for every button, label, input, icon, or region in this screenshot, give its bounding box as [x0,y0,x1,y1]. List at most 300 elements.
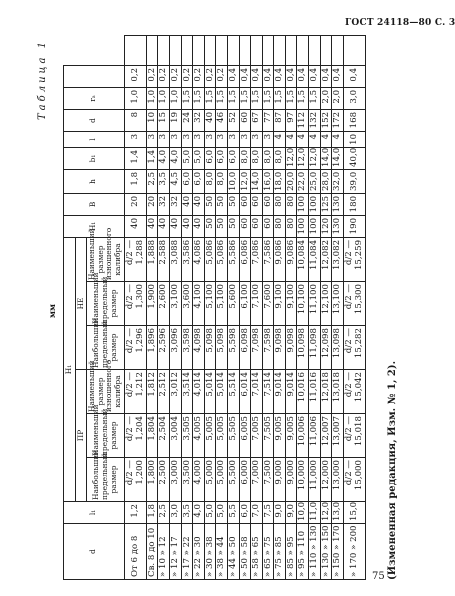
table-cell: 3 [169,131,181,147]
table-cell: » 65 » 75 [262,524,274,580]
table-cell-empty [146,36,158,66]
table-cell: 97 [285,109,297,131]
table-cell: 7,505 [262,414,274,458]
table-cell: 3,000 [169,458,181,502]
table-cell: d/2 — 1,200 [124,458,146,502]
table-cell: 0,2 [193,65,205,87]
table-cell: 3,5 [181,502,193,524]
table-cell: 5,086 [216,237,228,281]
table-cell: 3,600 [181,282,193,326]
table-cell: 4,000 [193,458,205,502]
col-header-B: B [64,193,125,215]
table-cell: 1,5 [274,87,286,109]
table-cell: 5,005 [204,414,216,458]
table-cell: 50 [227,215,239,237]
table-cell: 9,000 [285,458,297,502]
table-cell: 10 [146,109,158,131]
table-cell: 11,016 [309,370,321,414]
table-cell: 19 [169,109,181,131]
table-cell: 12,0 [239,169,251,193]
table-cell: 5,014 [216,370,228,414]
table-cell: 4,098 [193,326,205,370]
table-cell: 9,098 [285,326,297,370]
table-cell: 0,2 [204,65,216,87]
table-cell-empty [193,36,205,66]
table-cell: 15,0 [343,502,365,524]
table-cell: 7,100 [251,282,263,326]
table-row [169,36,181,580]
table-cell: 9,000 [274,458,286,502]
table-cell: 3 [193,131,205,147]
table-cell: 7,014 [251,370,263,414]
table-cell: 3 [181,131,193,147]
table-cell: d/2 — 15,282 [343,326,365,370]
table-cell: 0,2 [124,65,146,87]
table-cell: 100 [309,215,321,237]
table-row [320,36,332,580]
table-cell: 1,4 [124,147,146,169]
table-cell: 10,006 [297,414,309,458]
table-cell: 1,0 [169,87,181,109]
table-cell: 15 [158,109,170,131]
table-cell: 13,082 [332,237,344,281]
table-row [297,36,309,580]
table-cell-empty [216,36,228,66]
table-cell: » 95 » 110 [297,524,309,580]
table-cell: » 10 » 12 [158,524,170,580]
col-header-l1: l₁ [64,502,125,524]
table-cell: 9,086 [274,237,286,281]
table-cell-empty [124,36,146,66]
table-cell: 20 [124,193,146,215]
table-title: Таблица 1 [37,39,48,121]
table-cell: 22,0 [297,169,309,193]
table-cell: 24 [181,109,193,131]
table-cell: » 50 » 58 [239,524,251,580]
table-note: (Измененная редакция, Изм. № 1, 2). [387,360,398,580]
table-cell: 5,000 [216,458,228,502]
table-cell: 13,007 [332,414,344,458]
table-cell: 28,0 [320,169,332,193]
table-cell: 3 [227,131,239,147]
table-cell: 6,0 [239,502,251,524]
table-cell: 12,0 [297,147,309,169]
table-cell: 8,0 [216,169,228,193]
table-cell: 1,5 [227,87,239,109]
table-cell: 39,0 [343,169,365,193]
table-cell: 60 [239,193,251,215]
table-cell: 2,500 [158,458,170,502]
table-cell: 9,098 [274,326,286,370]
table-cell: 180 [343,193,365,215]
table-cell: 5,0 [181,147,193,169]
table-row [262,36,274,580]
table-cell: 7,514 [262,370,274,414]
table-cell: 4,014 [193,370,205,414]
table-cell: 14,0 [332,147,344,169]
col-header-r: rₐ [64,87,125,109]
table-cell: 1,4 [146,147,158,169]
table-cell: 40 [193,193,205,215]
table-cell: » 150 » 170 [332,524,344,580]
table-cell: 60 [262,215,274,237]
table-cell: 80 [274,215,286,237]
table-cell: 3,096 [169,326,181,370]
table-cell-empty [320,36,332,66]
table-cell: 12,018 [320,370,332,414]
table-cell: 9,100 [274,282,286,326]
table-cell: 5,586 [227,237,239,281]
table-row [251,36,263,580]
table-cell: 5,514 [227,370,239,414]
table-cell: 40 [193,215,205,237]
table-cell: 12,0 [309,147,321,169]
table-cell: 1,5 [204,87,216,109]
col-header-l: l [64,131,125,147]
table-cell: 32 [169,193,181,215]
table-cell: 9,005 [274,414,286,458]
table-cell: 6,100 [239,282,251,326]
table-cell: 13,0 [332,502,344,524]
table-cell: 100 [309,193,321,215]
table-cell: 13,018 [332,370,344,414]
table-row [193,36,205,580]
col-header-ne-max: Наибольший предельный размер [87,326,124,370]
table-cell: 3,598 [181,326,193,370]
table-cell: 6,0 [181,169,193,193]
table-cell: 3,505 [181,414,193,458]
table-cell: 3,012 [169,370,181,414]
table-cell: 1,5 [285,87,297,109]
table-cell: 8,0 [251,147,263,169]
table-cell: 6,0 [193,169,205,193]
table-cell: 1,800 [146,458,158,502]
dimensions-table [63,35,366,580]
table-cell: » 22 » 30 [193,524,205,580]
table-cell: 60 [239,215,251,237]
table-cell: 32,0 [332,169,344,193]
table-cell: 0,4 [320,65,332,87]
table-cell: 13,000 [332,458,344,502]
col-header-b1: b₁ [64,147,125,169]
col-header-d: d [64,524,125,580]
table-cell: 32 [193,109,205,131]
table-cell: 1,0 [146,87,158,109]
table-cell: 2,504 [158,414,170,458]
table-cell: 1,900 [146,282,158,326]
table-cell: 6,0 [216,147,228,169]
table-cell: 8 [124,109,146,131]
table-cell-empty [297,36,309,66]
table-cell: 4,100 [193,282,205,326]
table-cell: 10,100 [297,282,309,326]
table-cell: 7,098 [251,326,263,370]
table-cell: d/2 — 1,288 [124,237,146,281]
table-cell: 0,2 [169,65,181,87]
table-cell: 10,084 [297,237,309,281]
table-cell: 1,812 [146,370,158,414]
table-cell: 4 [285,131,297,147]
rotated-table-block [35,35,415,580]
table-cell: 3,500 [181,458,193,502]
table-cell-empty [285,36,297,66]
table-cell: 4 [309,131,321,147]
table-cell: 9,014 [274,370,286,414]
table-cell: 1,888 [146,237,158,281]
table-cell-empty [309,36,321,66]
table-cell: 7,586 [262,237,274,281]
table-cell: 1,8 [124,169,146,193]
table-cell: 1,5 [251,87,263,109]
table-cell: 100 [297,193,309,215]
table-cell: 112 [297,109,309,131]
table-cell: 5,0 [204,502,216,524]
table-cell: 2,596 [158,326,170,370]
table-cell: 1,5 [216,87,228,109]
table-cell: 3,0 [169,502,181,524]
table-cell-empty [251,36,263,66]
table-cell: 7,000 [251,458,263,502]
table-cell: 0,4 [239,65,251,87]
table-cell: 40 [158,215,170,237]
table-cell: 2,5 [158,502,170,524]
table-cell: 10,016 [297,370,309,414]
table-cell: 5,598 [227,326,239,370]
table-cell: 5,500 [227,458,239,502]
table-cell: 12,100 [320,282,332,326]
table-cell: 4 [332,131,344,147]
table-cell: d/2 — 15,259 [343,237,365,281]
table-row [158,36,170,580]
table-row [343,36,365,580]
table-cell: Св. 8 до 10 [146,524,158,580]
table-cell: » 44 » 50 [227,524,239,580]
table-cell: 5,000 [204,458,216,502]
col-header-H1: H₁ [64,215,125,237]
table-cell: d/2 — 15,300 [343,282,365,326]
table-cell: 1,896 [146,326,158,370]
table-row [239,36,251,580]
table-cell: 77 [262,109,274,131]
table-cell: 6,0 [204,147,216,169]
table-cell: 0,4 [297,65,309,87]
table-cell: 2,0 [320,87,332,109]
table-cell: d/2 — 1,300 [124,282,146,326]
table-cell: 3 [239,131,251,147]
table-cell: 1,5 [181,87,193,109]
table-cell: 3,586 [181,237,193,281]
table-cell: 1,8 [146,502,158,524]
table-cell: 6,098 [239,326,251,370]
table-cell: 7,5 [262,502,274,524]
table-cell: 80 [285,215,297,237]
table-units: мм [47,304,57,318]
table-cell: d/2 — 1,204 [124,414,146,458]
table-cell: 50 [227,193,239,215]
table-cell: 4 [297,131,309,147]
table-cell: 60 [262,193,274,215]
table-cell: d/2 — 15,018 [343,414,365,458]
table-cell-empty [227,36,239,66]
col-header-pr-min: Наименьший предельный размер [87,414,124,458]
table-cell: 10,000 [297,458,309,502]
table-cell: 60 [251,215,263,237]
table-cell: 12,0 [320,502,332,524]
table-cell: 5,600 [227,282,239,326]
table-cell: 40,0 [343,147,365,169]
table-cell: 9,0 [285,502,297,524]
col-header-ne-min: Наименьший предельный размер [87,282,124,326]
table-row [227,36,239,580]
table-row [181,36,193,580]
table-cell: 0,4 [227,65,239,87]
group-header-h1: H₁ [64,237,76,501]
table-cell: 152 [320,109,332,131]
table-cell: 11,000 [309,458,321,502]
table-cell-empty [239,36,251,66]
table-cell: 10,0 [227,169,239,193]
table-row [146,36,158,580]
table-cell: 2,0 [332,87,344,109]
table-cell: 25,0 [309,169,321,193]
table-cell: 9,0 [274,502,286,524]
table-cell: 3 [262,131,274,147]
table-cell: 132 [309,109,321,131]
table-row [204,36,216,580]
table-cell: » 75 » 85 [274,524,286,580]
table-cell: 11,100 [309,282,321,326]
table-cell: 5,0 [216,502,228,524]
table-cell: 5,0 [193,147,205,169]
table-cell: 9,014 [285,370,297,414]
table-cell: 4 [320,131,332,147]
table-cell: 3 [251,131,263,147]
table-cell: 0,2 [181,65,193,87]
table-cell: 8,0 [239,147,251,169]
col-header-h: h [64,169,125,193]
table-cell: 80 [274,193,286,215]
table-cell: 8,0 [274,147,286,169]
table-cell: 7,0 [251,502,263,524]
table-cell: 3,514 [181,370,193,414]
table-cell: 60 [239,109,251,131]
table-cell: 3 [124,131,146,147]
table-cell: 3 [158,131,170,147]
table-cell: 60 [251,193,263,215]
table-cell-empty [181,36,193,66]
table-cell: 7,598 [262,326,274,370]
table-cell: 32 [158,193,170,215]
table-cell: 80 [285,193,297,215]
table-cell: 5,505 [227,414,239,458]
table-cell: 1,0 [158,87,170,109]
table-cell-empty [169,36,181,66]
table-cell: 1,5 [297,87,309,109]
table-cell: 172 [332,109,344,131]
table-row [124,36,146,580]
table-cell: 1,804 [146,414,158,458]
table-cell: » 38 » 44 [216,524,228,580]
table-cell: 40 [124,215,146,237]
table-cell: 0,4 [309,65,321,87]
table-cell: 190 [343,215,365,237]
col-header-pr-max: Наибольший предельный размер [87,458,124,502]
table-cell: 9,100 [285,282,297,326]
table-cell: 7,005 [251,414,263,458]
table-cell: 50 [216,193,228,215]
table-cell: 11,006 [309,414,321,458]
table-cell: 7,600 [262,282,274,326]
table-cell: 18,0 [274,169,286,193]
table-cell: 10,0 [297,502,309,524]
table-cell: » 12 » 17 [169,524,181,580]
table-cell: 0,4 [332,65,344,87]
table-cell: 12,082 [320,237,332,281]
table-cell: 87 [274,109,286,131]
table-cell: 10,098 [297,326,309,370]
table-cell: 9,086 [285,237,297,281]
table-cell: 6,086 [239,237,251,281]
table-caption [35,35,55,580]
page-header: ГОСТ 24118—80 С. 3 [345,18,455,28]
table-cell: 5,100 [216,282,228,326]
table-cell: 130 [332,215,344,237]
table-cell-empty [274,36,286,66]
table-cell: 8,0 [204,169,216,193]
table-cell: 3,100 [169,282,181,326]
table-cell: 168 [343,109,365,131]
table-cell: 6,005 [239,414,251,458]
table-cell: » 30 » 38 [204,524,216,580]
table-cell-empty [158,36,170,66]
col-header-ne-worn: Наименьший размер изношенного калибра [87,237,124,281]
table-cell: 11,0 [309,502,321,524]
table-cell: 2,512 [158,370,170,414]
table-cell: d/2 — 1,296 [124,326,146,370]
table-cell: 20 [146,193,158,215]
table-cell: 100 [297,215,309,237]
table-cell: 7,500 [262,458,274,502]
table-row [274,36,286,580]
table-cell: 3,004 [169,414,181,458]
table-cell: 50 [216,215,228,237]
table-cell: 4,0 [193,502,205,524]
table-cell: 13,098 [332,326,344,370]
table-cell: » 85 » 95 [285,524,297,580]
table-cell: 50 [204,215,216,237]
table-cell: 3 [204,131,216,147]
table-cell: 0,4 [285,65,297,87]
table-cell: 16,0 [262,169,274,193]
table-cell: 6,0 [227,147,239,169]
table-cell: 10 [343,131,365,147]
table-cell: 40 [204,109,216,131]
table-cell: d/2 — 15,042 [343,370,365,414]
table-cell: d/2 — 15,000 [343,458,365,502]
table-row [285,36,297,580]
table-cell: 4,005 [193,414,205,458]
table-cell: 52 [227,109,239,131]
col-header-d1: d [64,109,125,131]
table-cell: 5,086 [204,237,216,281]
table-cell: 4 [274,131,286,147]
table-cell: 0,4 [343,65,365,87]
table-cell: 1,2 [124,502,146,524]
table-cell: 1,5 [193,87,205,109]
table-cell: 1,5 [239,87,251,109]
table-cell: 4,0 [158,147,170,169]
table-cell: 3,088 [169,237,181,281]
